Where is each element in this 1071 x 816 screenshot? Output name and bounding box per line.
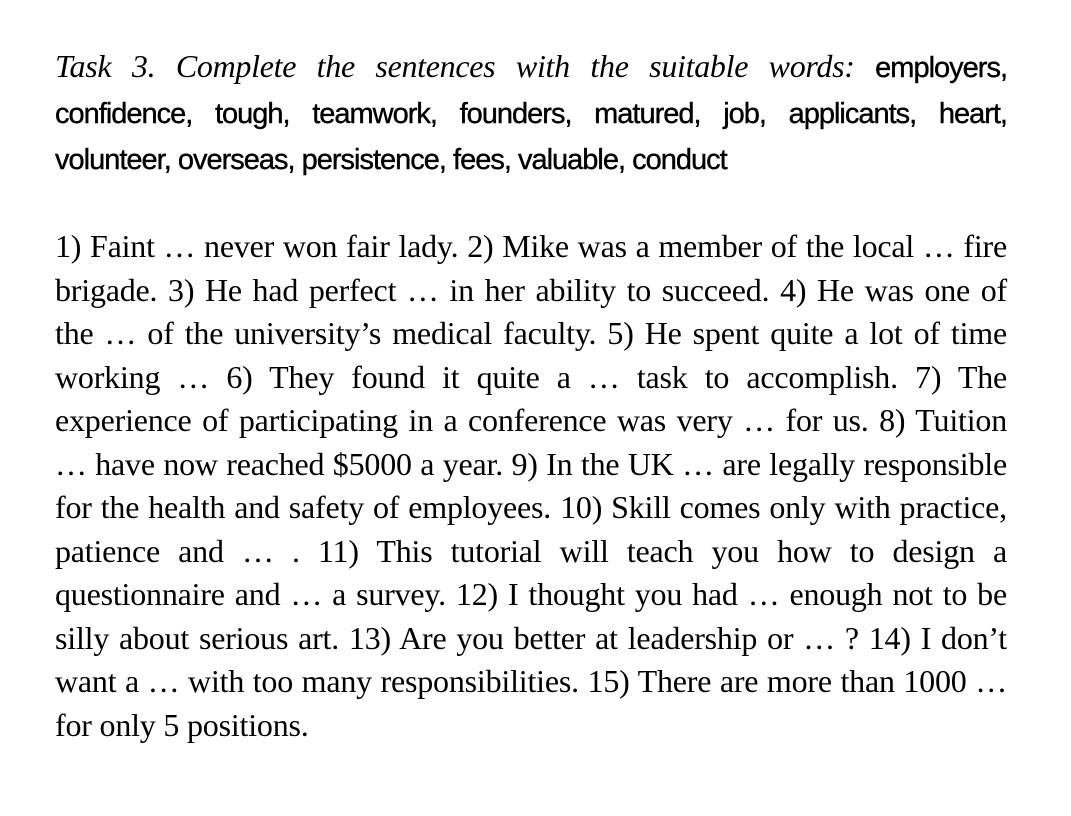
- exercise-sentences: 1) Faint … never won fair lady. 2) Mike was a member of the local … fire brigade. 3) He had perfect … in her ability to succeed. 4) He was one of the … of the university’s medical faculty. 5) He spent quite a lot of time working … 6) They found it quite a … task to accomplish. 7) The experience of participating in a conference was very … for us. 8) Tuition … have now reached $5000 a year. 9) In the UK … are legally responsible for the health and safety of employees. 10) Skill comes only with practice, patience and … . 11) This tutorial will teach you how to design a questionnaire and … a survey. 12) I thought you had … enough not to be silly about serious art. 13) Are you better at leadership or … ? 14) I don’t want a … with too many responsibilities. 15) There are more than 1000 … for only 5 positions.: [55, 228, 1007, 743]
- task-instruction: Task 3. Complete the sentences with the suitable words:: [55, 48, 855, 84]
- word-bank: employers, confidence, tough, teamwork, founders, matured, job, applicants, heart, volunteer, overseas, persistence, fees, valuable, conduct: [55, 52, 1007, 176]
- task-heading: [55, 44, 1007, 182]
- paragraph-spacer: [55, 182, 1007, 225]
- document-page: [55, 44, 1007, 747]
